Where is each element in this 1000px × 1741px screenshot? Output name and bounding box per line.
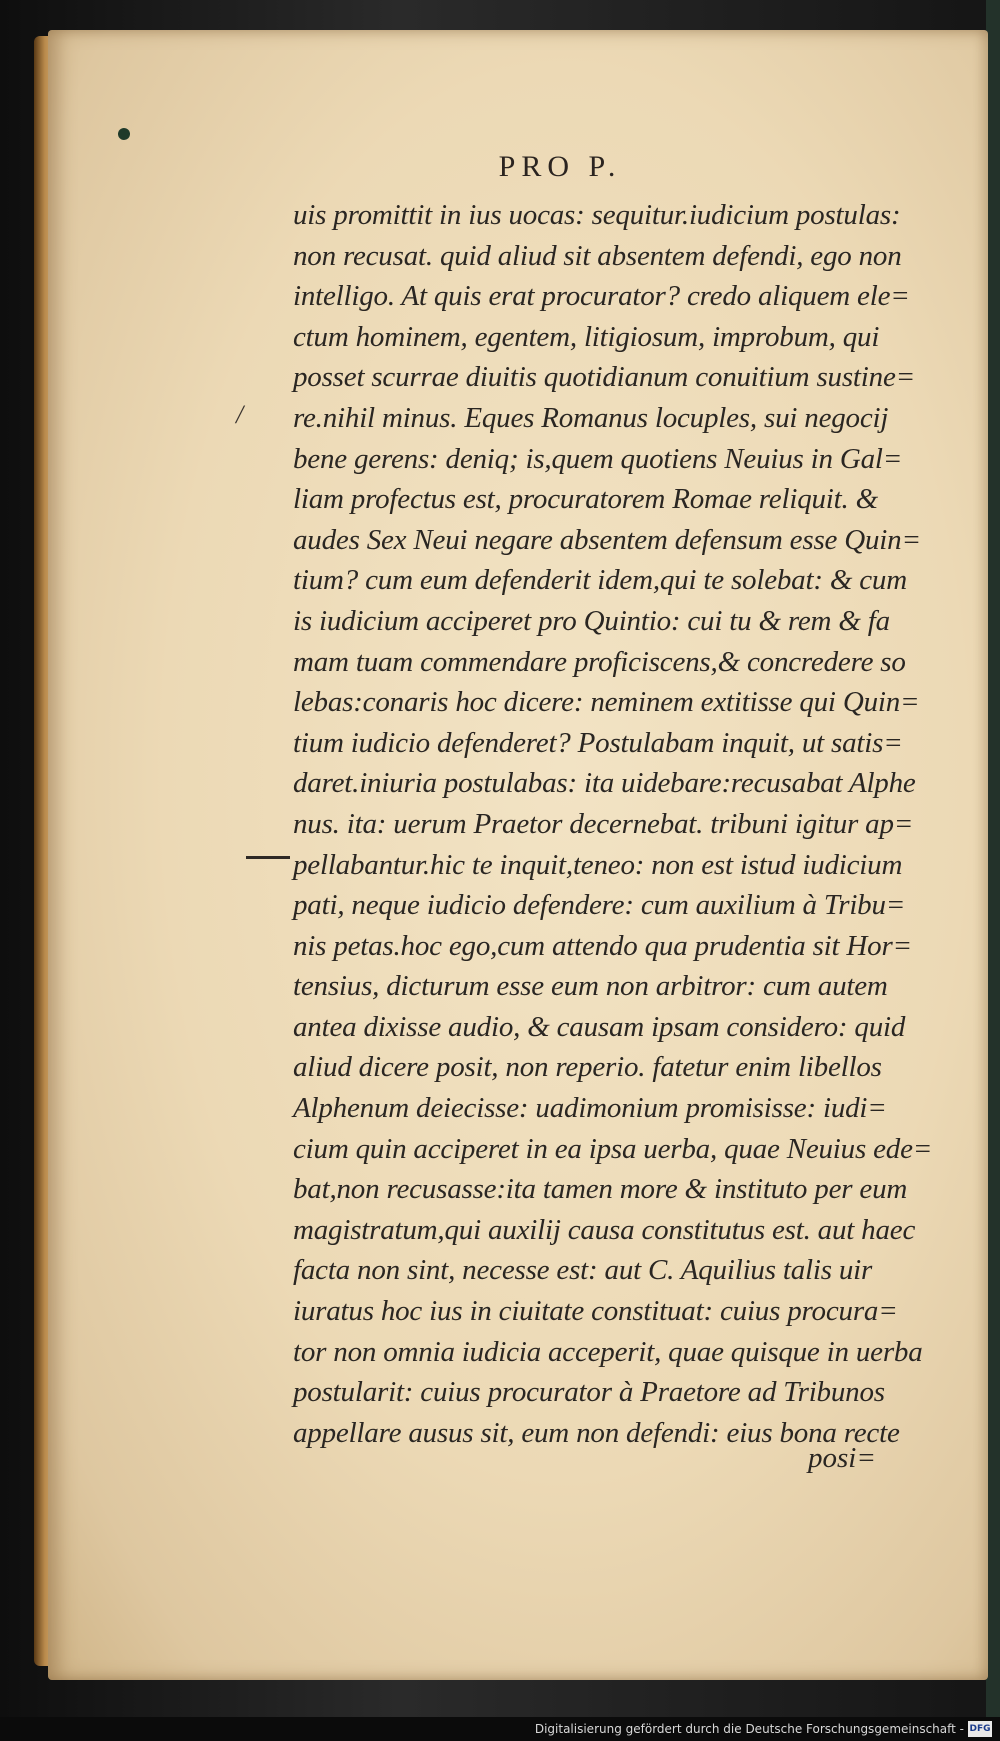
text-line: mam tuam commendare proficiscens,& concredere so xyxy=(293,645,906,678)
text-line: iuratus hoc ius in ciuitate constituat: cuius procura= xyxy=(293,1295,898,1328)
text-line: tor non omnia iudicia acceperit, quae quisque in uerba xyxy=(293,1335,923,1368)
text-line: audes Sex Neui negare absentem defensum esse Quin= xyxy=(293,523,921,556)
text-line: non recusat. quid aliud sit absentem defendi, ego non xyxy=(293,239,902,272)
text-line: re.nihil minus. Eques Romanus locuples, sui negocij xyxy=(293,401,889,434)
margin-rule xyxy=(246,856,290,859)
text-line: tensius, dicturum esse eum non arbitror: cum autem xyxy=(293,970,888,1003)
text-line: ctum hominem, egentem, litigiosum, improbum, qui xyxy=(293,320,880,353)
text-line: is iudicium acciperet pro Quintio: cui tu & rem & fa xyxy=(293,604,890,637)
body-text xyxy=(293,195,943,1453)
footer-credit: Digitalisierung gefördert durch die Deutsche Forschungsgemeinschaft - xyxy=(0,1717,1000,1741)
text-line: nis petas.hoc ego,cum attendo qua prudentia sit Hor= xyxy=(293,929,912,962)
text-line: posset scurrae diuitis quotidianum conuitium sustine= xyxy=(293,361,915,394)
catchword: posi= xyxy=(808,1442,876,1474)
text-line: nus. ita: uerum Praetor decernebat. tribuni igitur ap= xyxy=(293,807,914,840)
text-line: bene gerens: deniq; is,quem quotiens Neuius in Gal= xyxy=(293,442,903,475)
text-line: antea dixisse audio, & causam ipsam considero: quid xyxy=(293,1010,906,1043)
book-cover-edge xyxy=(986,0,1000,1741)
running-head: PRO P. xyxy=(498,150,622,183)
text-line: tium? cum eum defenderit idem,qui te solebat: & cum xyxy=(293,564,907,597)
text-line: magistratum,qui auxilij causa constitutus est. aut haec xyxy=(293,1213,916,1246)
margin-mark: / xyxy=(236,400,244,429)
text-line: bat,non recusasse:ita tamen more & instituto per eum xyxy=(293,1173,908,1206)
text-line: facta non sint, necesse est: aut C. Aquilius talis uir xyxy=(293,1254,873,1287)
text-line: liam profectus est, procuratorem Romae reliquit. & xyxy=(293,483,878,516)
dfg-logo-icon: DFG xyxy=(968,1721,992,1737)
ink-dot xyxy=(118,128,130,140)
text-line: pellabantur.hic te inquit,teneo: non est istud iudicium xyxy=(293,848,903,881)
text-line: intelligo. At quis erat procurator? credo aliquem ele= xyxy=(293,280,910,313)
text-line: aliud dicere posit, non reperio. fatetur enim libellos xyxy=(293,1051,882,1084)
text-line: pati, neque iudicio defendere: cum auxilium à Tribu= xyxy=(293,889,906,922)
text-line: tium iudicio defenderet? Postulabam inquit, ut satis= xyxy=(293,726,903,759)
text-line: Alphenum deiecisse: uadimonium promisisse: iudi= xyxy=(293,1092,887,1125)
text-line: postularit: cuius procurator à Praetore ad Tribunos xyxy=(293,1376,885,1409)
text-line: lebas:conaris hoc dicere: neminem extitisse qui Quin= xyxy=(293,686,920,719)
text-line: uis promittit in ius uocas: sequitur.iudicium postulas: xyxy=(293,199,901,231)
text-line: daret.iniuria postulabas: ita uidebare:recusabat Alphe xyxy=(293,767,916,800)
text-line: appellare ausus sit, eum non defendi: eius bona recte xyxy=(293,1416,900,1449)
text-line: cium quin acciperet in ea ipsa uerba, quae Neuius ede= xyxy=(293,1132,933,1165)
